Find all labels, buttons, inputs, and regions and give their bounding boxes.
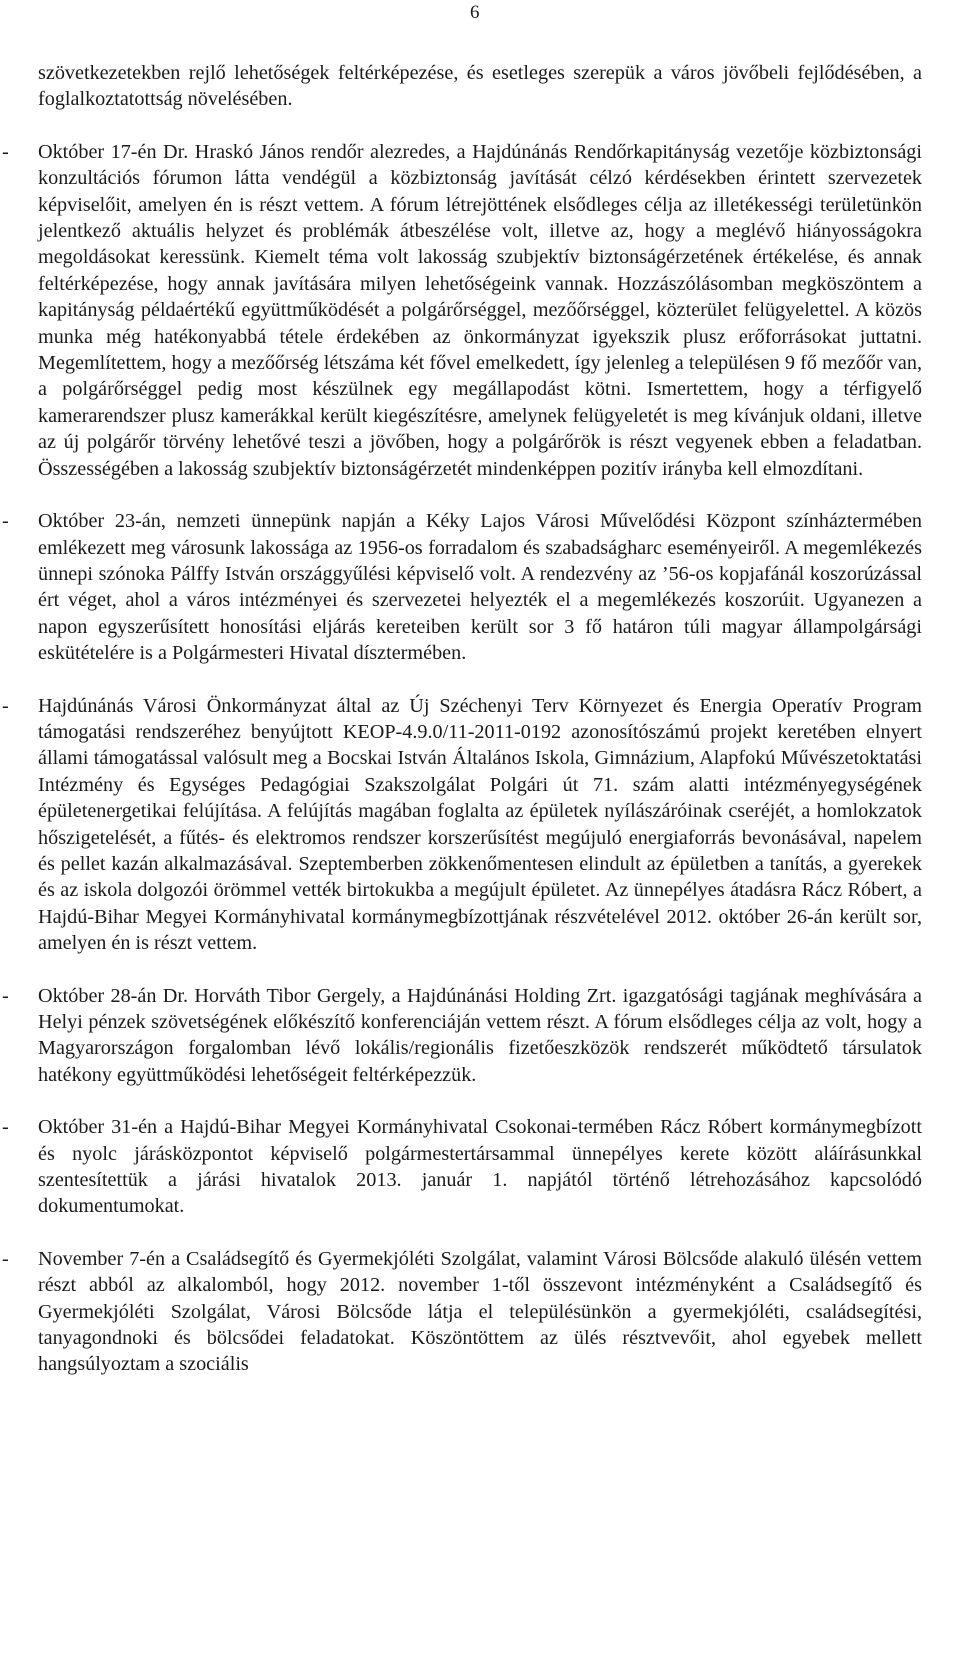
list-item-text: Október 31-én a Hajdú-Bihar Megyei Kormányhivatal Csokonai-termében Rácz Róbert kormánymegbízott és nyolc járásközpontot képviselő polgármestertársammal ünnepélyes kerete között aláírásunkkal szentesítettük a járási hivatalok 2013. január 1. napjától történő létrehozásához kapcsolódó dokumentumokat.: [38, 1116, 922, 1218]
list-item-text: Október 17-én Dr. Hraskó János rendőr alezredes, a Hajdúnánás Rendőrkapitányság vezetője közbiztonsági konzultációs fórumon látta vendégül a közbiztonság javítását célzó kérdésekben érintett szervezetek képviselőit, amelyen én is részt vettem. A fórum létrejöttének elsődleges célja az illetékességi területünkön jelentkező aktuális helyzet és problémák átbeszélése volt, illetve az, hogy a meglévő hiányosságokra megoldásokat keressünk. Kiemelt téma volt lakosság szubjektív biztonságérzetének értékelése, és annak feltérképezése, hogy annak javítására milyen lehetőségeink vannak. Hozzászólásomban megköszöntem a kapitányság példaértékű együttműködését a polgárőrséggel, mezőőrséggel, közterület felügyelettel. A közös munka még hatékonyabbá tétele érdekében az önkormányzat igyekszik plusz erőforrásokat juttatni. Megemlítettem, hogy a mezőőrség létszáma két fővel emelkedett, így jelenleg a településen 9 fő mezőőr van, a polgárőrséggel pedig most készülnek egy megállapodást kötni. Ismertettem, hogy a térfigyelő kamerarendszer plusz kamerákkal került kiegészítésre, amelynek felügyeletét is meg kívánjuk oldani, illetve az új polgárőr törvény lehetővé teszi a jövőben, hogy a polgárőrök is részt vegyenek ebben a feladatban. Összességében a lakosság szubjektív biztonságérzetét mindenképpen pozitív irányba kell elmozdítani.: [38, 140, 922, 480]
list-item-text: Október 23-án, nemzeti ünnepünk napján a Kéky Lajos Városi Művelődési Központ színháztermében emlékezett meg városunk lakossága az 1956-os forradalom és szabadságharc eseményeiről. A megemlékezés ünnepi szónoka Pálffy István országgyűlési képviselő volt. A rendezvény az ’56-os kopjafánál koszorúzással ért véget, ahol a város intézményei és szervezetei helyezték el a megemlékezés koszorúit. Ugyanezen a napon egyszerűsített honosítási eljárás kereteiben került sor 3 fő határon túli magyar állampolgársági eskütételére is a Polgármesteri Hivatal dísztermében.: [38, 510, 922, 665]
list-dash: -: [2, 1247, 9, 1270]
list-dash: -: [2, 984, 9, 1007]
list-item: [2, 508, 922, 666]
list-dash: -: [2, 1116, 9, 1139]
list-item: [2, 983, 922, 1089]
list-item: [2, 1114, 922, 1220]
page-number: 6: [470, 2, 480, 23]
intro-paragraph: szövetkezetekben rejlő lehetőségek feltérképezése, és esetleges szerepük a város jövőbeli fejlődésében, a foglalkoztatottság növelésében.: [38, 62, 922, 111]
document-body: [2, 60, 922, 1404]
list-item-text: Hajdúnánás Városi Önkormányzat által az Új Széchenyi Terv Környezet és Energia Operatív Program támogatási rendszeréhez benyújtott KEOP-4.9.0/11-2011-0192 azonosítószámú projekt keretében elnyert állami támogatással valósult meg a Bocskai István Általános Iskola, Gimnázium, Alapfokú Művészetoktatási Intézmény és Egységes Pedagógiai Szakszolgálat Polgári út 71. szám alatti intézményegységének épületenergetikai felújítása. A felújítás magában foglalta az épületek nyílászáróinak cseréjét, a homlokzatok hőszigetelését, a fűtés- és elektromos rendszer korszerűsítést megújuló energiaforrás bevonásával, napelem és pellet kazán alkalmazásával. Szeptemberben zökkenőmentesen elindult az épületben a tanítás, a gyerekek és az iskola dolgozói örömmel vették birtokukba a megújult épületet. Az ünnepélyes átadásra Rácz Róbert, a Hajdú-Bihar Megyei Kormányhivatal kormánymegbízottjának részvételével 2012. október 26-án került sor, amelyen én is részt vettem.: [38, 694, 922, 955]
list-dash: -: [2, 140, 9, 163]
list-item: [2, 139, 922, 482]
list-item: [2, 693, 922, 957]
list-item-text: November 7-én a Családsegítő és Gyermekjóléti Szolgálat, valamint Városi Bölcsőde alakuló ülésén vettem részt abból az alkalomból, hogy 2012. november 1-től összevont intézményként a Családsegítő és Gyermekjóléti Szolgálat, Városi Bölcsőde látja el településünkön a gyermekjóléti, családsegítési, tanyagondnoki és bölcsődei feladatokat. Köszöntöttem az ülés résztvevőit, ahol egyebek mellett hangsúlyoztam a szociális: [38, 1247, 922, 1376]
list-dash: -: [2, 694, 9, 717]
list-item: [2, 1246, 922, 1378]
list-item-text: Október 28-án Dr. Horváth Tibor Gergely, a Hajdúnánási Holding Zrt. igazgatósági tagjának meghívására a Helyi pénzek szövetségének előkészítő konferenciáján vettem részt. A fórum elsődleges célja az volt, hogy a Magyarországon forgalomban lévő lokális/regionális fizetőeszközök rendszerét működtető társulatok hatékony együttműködési lehetőségeit feltérképezzük.: [38, 984, 922, 1086]
list-dash: -: [2, 510, 9, 533]
